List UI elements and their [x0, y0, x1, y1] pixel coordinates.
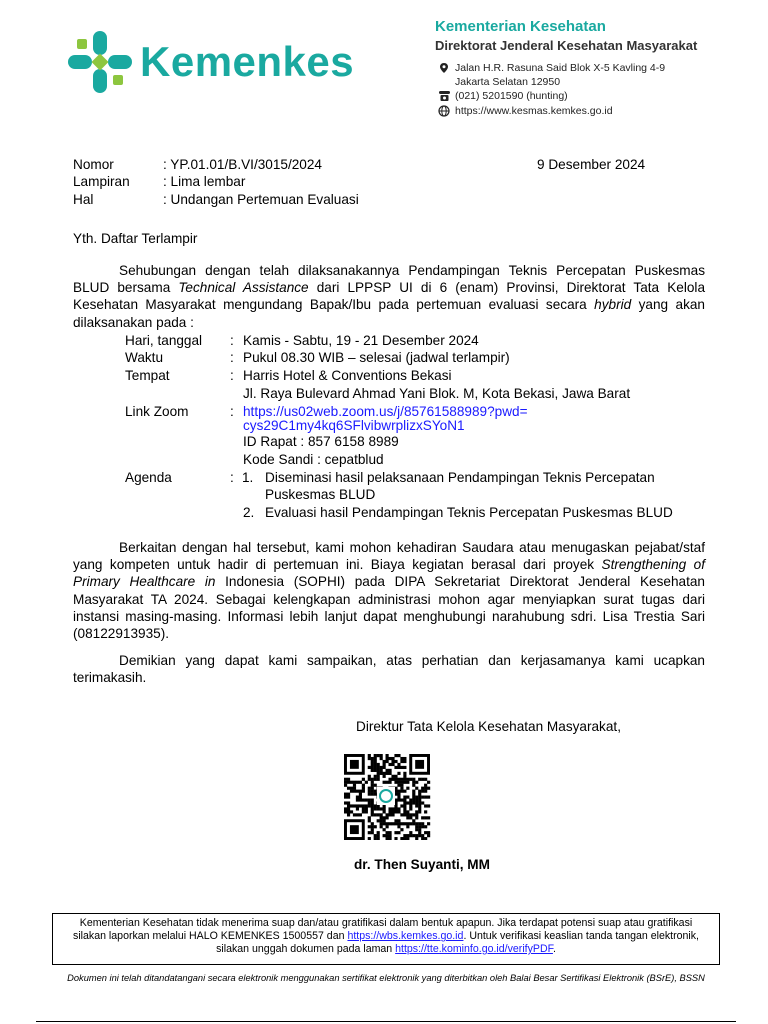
agenda-number: 1.: [242, 470, 254, 485]
zoom-link[interactable]: https://us02web.zoom.us/j/85761588989?pwd=: [243, 404, 528, 419]
agenda-item-2: Evaluasi hasil Pendampingan Teknis Percepatan Puskesmas BLUD: [265, 505, 673, 520]
anti-gratification-notice: Kementerian Kesehatan tidak menerima suap dan/atau gratifikasi dalam bentuk apapun. Jika terdapat potensi suap atau gratifikasi silakan laporkan melalui HALO KEMENKES 1500557 dan https://wbs.kemkes.go.id. Untuk verifikasi keaslian tanda tangan elektronik, silakan unggah dokumen pada laman https://tte.kominfo.go.id/verifyPDF.: [52, 913, 720, 965]
bottom-divider: [36, 1021, 736, 1022]
hal-value: : Undangan Pertemuan Evaluasi: [163, 192, 359, 207]
colon: :: [230, 333, 234, 348]
colon: :: [230, 404, 234, 419]
salutation: Yth. Daftar Terlampir: [73, 231, 198, 246]
nomor-value: : YP.01.01/B.VI/3015/2024: [163, 157, 322, 172]
paragraph-invitation: Sehubungan dengan telah dilaksanakannya Pendampingan Teknis Percepatan Puskesmas BLUD bersama Technical Assistance dari LPPSP UI di 6 (enam) Provinsi, Direktorat Tata Kelola Kesehatan Masyarakat mengundang Bapak/Ibu pada pertemuan evaluasi secara hybrid yang akan dilaksanakan pada :: [73, 263, 705, 330]
colon: :: [230, 368, 234, 383]
kemenkes-logo-icon: [67, 30, 133, 94]
phone-number: (021) 5201590 (hunting): [455, 90, 568, 102]
tempat-venue: Harris Hotel & Conventions Bekasi: [243, 368, 452, 383]
logo-wordmark: Kemenkes: [140, 38, 355, 85]
paragraph-attendance: Berkaitan dengan hal tersebut, kami mohon kehadiran Saudara atau menugaskan pejabat/staf yang kompeten untuk hadir di pertemuan ini. Biaya kegiatan berasal dari proyek Strengthening of Primary Healthcare in Indonesia (SOPHI) pada DIPA Sekretariat Direktorat Jenderal Kesehatan Masyarakat TA 2024. Sebagai kelengkapan administrasi mohon agar menyiapkan surat tugas dari instansi masing-masing. Informasi lebih lanjut dapat menghubungi narahubung sdri. Lisa Trestia Sari (08122913935).: [73, 540, 705, 642]
tempat-label: Tempat: [125, 368, 170, 383]
colon: :: [230, 350, 234, 365]
paragraph-closing: Demikian yang dapat kami sampaikan, atas perhatian dan kerjasamanya kami ucapkan terimakasih.: [73, 653, 705, 686]
address-line-2: Jakarta Selatan 12950: [455, 76, 561, 88]
waktu-value: Pukul 08.30 WIB – selesai (jadwal terlampir): [243, 350, 510, 365]
website-url: https://www.kesmas.kemkes.go.id: [455, 105, 613, 117]
ministry-name: Kementerian Kesehatan: [435, 18, 606, 35]
signature-qr-code: [342, 754, 432, 840]
agenda-item-1-continued: Puskesmas BLUD: [265, 487, 376, 502]
tempat-address: Jl. Raya Bulevard Ahmad Yani Blok. M, Kota Bekasi, Jawa Barat: [243, 386, 631, 401]
directorate-name: Direktorat Jenderal Kesehatan Masyarakat: [435, 38, 698, 53]
location-pin-icon: [438, 62, 450, 74]
zoom-link-continued[interactable]: cys29C1my4kq6SFlvibwrplizxSYoN1: [243, 418, 465, 433]
agenda-label: Agenda: [125, 470, 172, 485]
agenda-number: 2.: [243, 505, 255, 520]
hal-label: Hal: [73, 192, 94, 207]
hari-label: Hari, tanggal: [125, 333, 203, 348]
globe-icon: [438, 105, 450, 117]
lampiran-value: : Lima lembar: [163, 174, 246, 189]
electronic-signature-note: Dokumen ini telah ditandatangani secara elektronik menggunakan sertifikat elektronik yang diterbitkan oleh Balai Besar Sertifikasi Elektronik (BSrE), BSSN: [67, 973, 705, 983]
verify-pdf-link[interactable]: https://tte.kominfo.go.id/verifyPDF: [395, 943, 553, 955]
waktu-label: Waktu: [125, 350, 164, 365]
signatory-name: dr. Then Suyanti, MM: [354, 857, 490, 872]
signatory-title: Direktur Tata Kelola Kesehatan Masyarakat,: [356, 719, 621, 734]
colon: :: [230, 470, 234, 485]
phone-icon: [438, 90, 451, 102]
zoom-passcode: Kode Sandi : cepatblud: [243, 452, 384, 467]
nomor-label: Nomor: [73, 157, 114, 172]
zoom-meeting-id: ID Rapat : 857 6158 8989: [243, 434, 399, 449]
address-line-1: Jalan H.R. Rasuna Said Blok X-5 Kavling 4-9: [455, 62, 666, 74]
wbs-link[interactable]: https://wbs.kemkes.go.id: [347, 930, 464, 942]
zoom-label: Link Zoom: [125, 404, 189, 419]
letter-date: 9 Desember 2024: [537, 157, 646, 172]
hari-value: Kamis - Sabtu, 19 - 21 Desember 2024: [243, 333, 479, 348]
lampiran-label: Lampiran: [73, 174, 130, 189]
agenda-item-1: Diseminasi hasil pelaksanaan Pendampingan Teknis Percepatan: [265, 470, 655, 485]
